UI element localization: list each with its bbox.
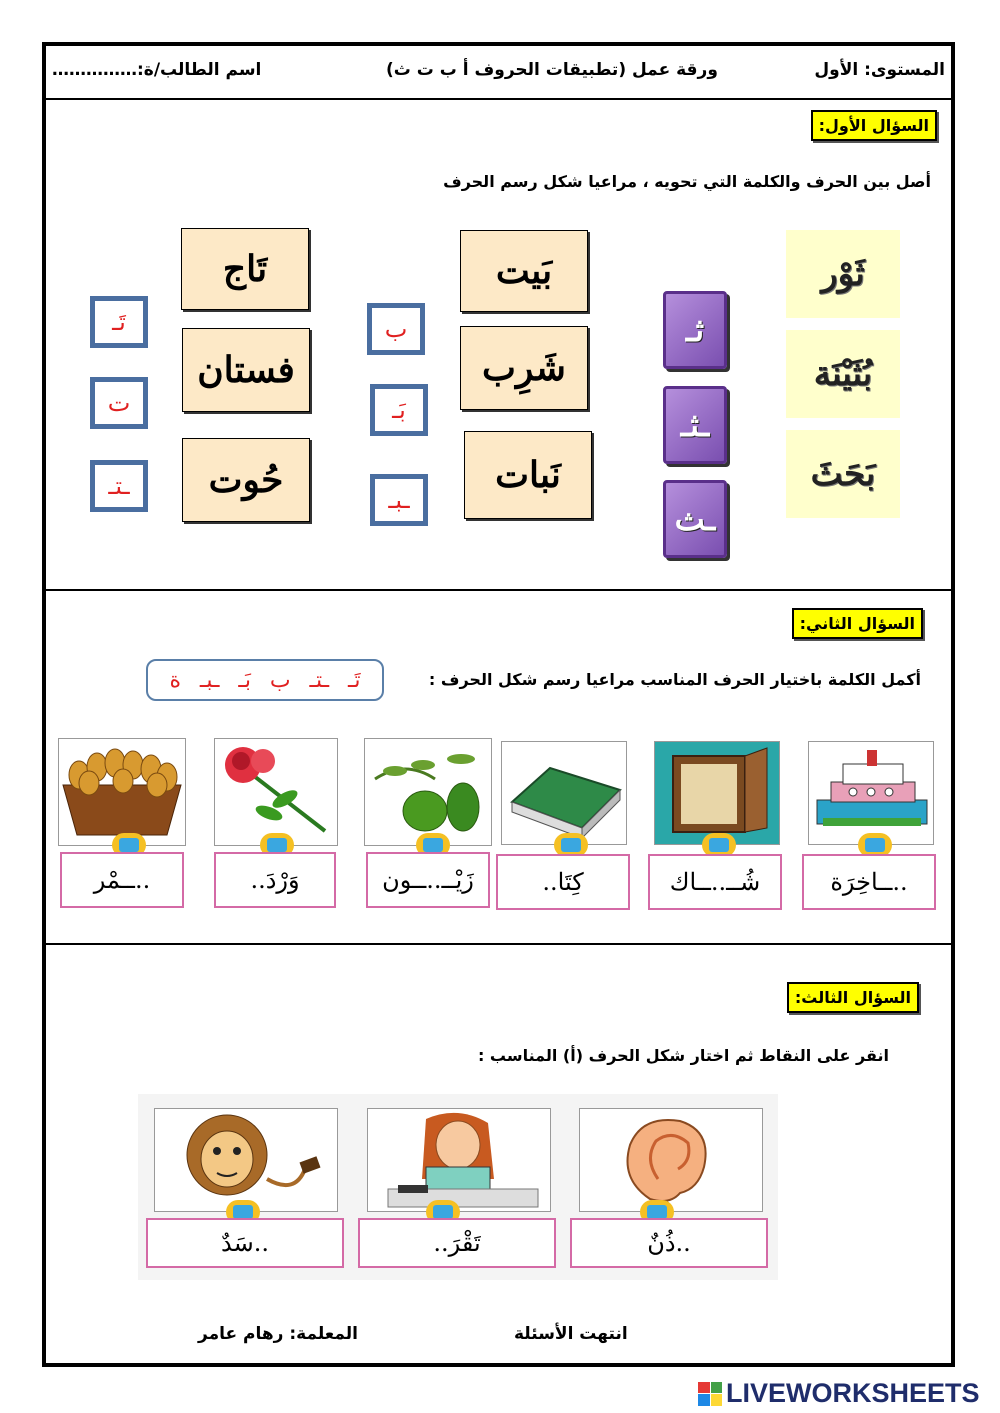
q1-ba-letter-3[interactable]: ـبـ: [370, 474, 428, 526]
speaker-icon: [865, 838, 885, 852]
q2-letter-6[interactable]: ة: [169, 667, 181, 693]
speaker-icon: [647, 1205, 667, 1219]
q3-instruction: انقر على النقاط ثم اختار شكل الحرف (أ) المناسب :: [477, 1046, 889, 1065]
q1-ta-letter-3[interactable]: ـتـ: [90, 460, 148, 512]
book-icon: [502, 742, 626, 844]
q2-ship-picture: [808, 741, 934, 845]
speaker-icon: [233, 1205, 253, 1219]
q1-tha-letter-2[interactable]: ـثـ: [663, 386, 727, 464]
teacher-name: المعلمة: رهام عامر: [198, 1324, 358, 1344]
worksheet: [42, 42, 955, 1367]
student-name-field[interactable]: اسم الطالب/ة:……………: [52, 60, 262, 80]
q2-rose-picture: [214, 738, 338, 846]
q3-answer-1[interactable]: ..ذُنٌ: [570, 1218, 768, 1268]
speaker-icon: [119, 838, 139, 852]
q1-ta-letter-2[interactable]: ت: [90, 377, 148, 429]
q3-lion-picture: [154, 1108, 338, 1212]
worksheet-title: ورقة عمل (تطبيقات الحروف أ ب ت ث): [386, 60, 718, 80]
q2-divider: [46, 943, 951, 945]
q1-ba-letter-2[interactable]: بَـ: [370, 384, 428, 436]
q3-answer-2[interactable]: تَقْرَ..: [358, 1218, 556, 1268]
girl-reading-icon: [368, 1109, 550, 1211]
speaker-icon: [267, 838, 287, 852]
q1-ta-letter-1[interactable]: تَـ: [90, 296, 148, 348]
q1-instruction: أصل بين الحرف والكلمة التي تحويه ، مراعيا شكل رسم الحرف: [443, 172, 931, 191]
q1-ba-word-2[interactable]: شَرِب: [460, 326, 588, 410]
q2-answer-1[interactable]: ..ــاخِرَة: [802, 854, 936, 910]
q2-answer-2[interactable]: شُــ..ــاك: [648, 854, 782, 910]
q3-ear-picture: [579, 1108, 763, 1212]
q2-instruction: أكمل الكلمة باختيار الحرف المناسب مراعيا رسم شكل الحرف :: [428, 670, 921, 689]
q1-divider: [46, 589, 951, 591]
speaker-icon: [423, 838, 443, 852]
speaker-icon: [709, 838, 729, 852]
q1-ta-word-3[interactable]: حُوت: [182, 438, 310, 522]
olives-icon: [365, 739, 491, 845]
dates-icon: [59, 739, 185, 845]
q1-tha-letter-1[interactable]: ثـ: [663, 291, 727, 369]
q2-title: السؤال الثاني:: [792, 608, 923, 639]
liveworksheets-logo[interactable]: [698, 1378, 980, 1409]
q2-letter-5[interactable]: ـبـ: [199, 667, 220, 693]
q1-ta-word-1[interactable]: تَاج: [181, 228, 309, 310]
q1-tha-word-2[interactable]: بُثَيْنَة: [786, 330, 900, 418]
q1-tha-word-1[interactable]: ثَوْر: [786, 230, 900, 318]
q3-title: السؤال الثالث:: [787, 982, 919, 1013]
q2-dates-picture: [58, 738, 186, 846]
q2-answer-6[interactable]: ..ــمْر: [60, 852, 184, 908]
q1-ba-word-1[interactable]: بَيت: [460, 230, 588, 312]
q2-answer-3[interactable]: كِتَا..: [496, 854, 630, 910]
q1-ta-word-2[interactable]: فستان: [182, 328, 310, 412]
q2-window-picture: [654, 741, 780, 845]
q2-answer-5[interactable]: وَرْدَ..: [214, 852, 336, 908]
q1-tha-letter-3[interactable]: ـث: [663, 480, 727, 558]
speaker-icon: [433, 1205, 453, 1219]
lion-icon: [155, 1109, 337, 1211]
ear-icon: [580, 1109, 762, 1211]
q2-letter-bank: [146, 659, 384, 701]
ship-icon: [809, 742, 933, 844]
window-icon: [655, 742, 779, 844]
rose-icon: [215, 739, 337, 845]
level-label: المستوى: الأول: [814, 60, 945, 80]
header-divider: [46, 98, 951, 100]
speaker-icon: [561, 838, 581, 852]
q1-tha-word-3[interactable]: بَحَثَ: [786, 430, 900, 518]
q3-answer-3[interactable]: ..سَدٌ: [146, 1218, 344, 1268]
q2-letter-4[interactable]: بَـ: [238, 667, 251, 693]
q2-answer-4[interactable]: زَيْــ..ــون: [366, 852, 490, 908]
q1-title: السؤال الأول:: [811, 110, 937, 141]
brand-name: LIVEWORKSHEETS: [726, 1378, 980, 1408]
q2-letter-2[interactable]: ـتـ: [309, 667, 330, 693]
q2-olives-picture: [364, 738, 492, 846]
end-of-questions: انتهت الأسئلة: [514, 1324, 628, 1344]
q2-book-picture: [501, 741, 627, 845]
q1-ba-letter-1[interactable]: ب: [367, 303, 425, 355]
q2-letter-1[interactable]: تَـ: [347, 667, 361, 693]
logo-grid-icon: [698, 1382, 722, 1406]
q3-reading-picture: [367, 1108, 551, 1212]
q2-letter-3[interactable]: ب: [269, 667, 291, 693]
q1-ba-word-3[interactable]: نَبات: [464, 431, 592, 519]
